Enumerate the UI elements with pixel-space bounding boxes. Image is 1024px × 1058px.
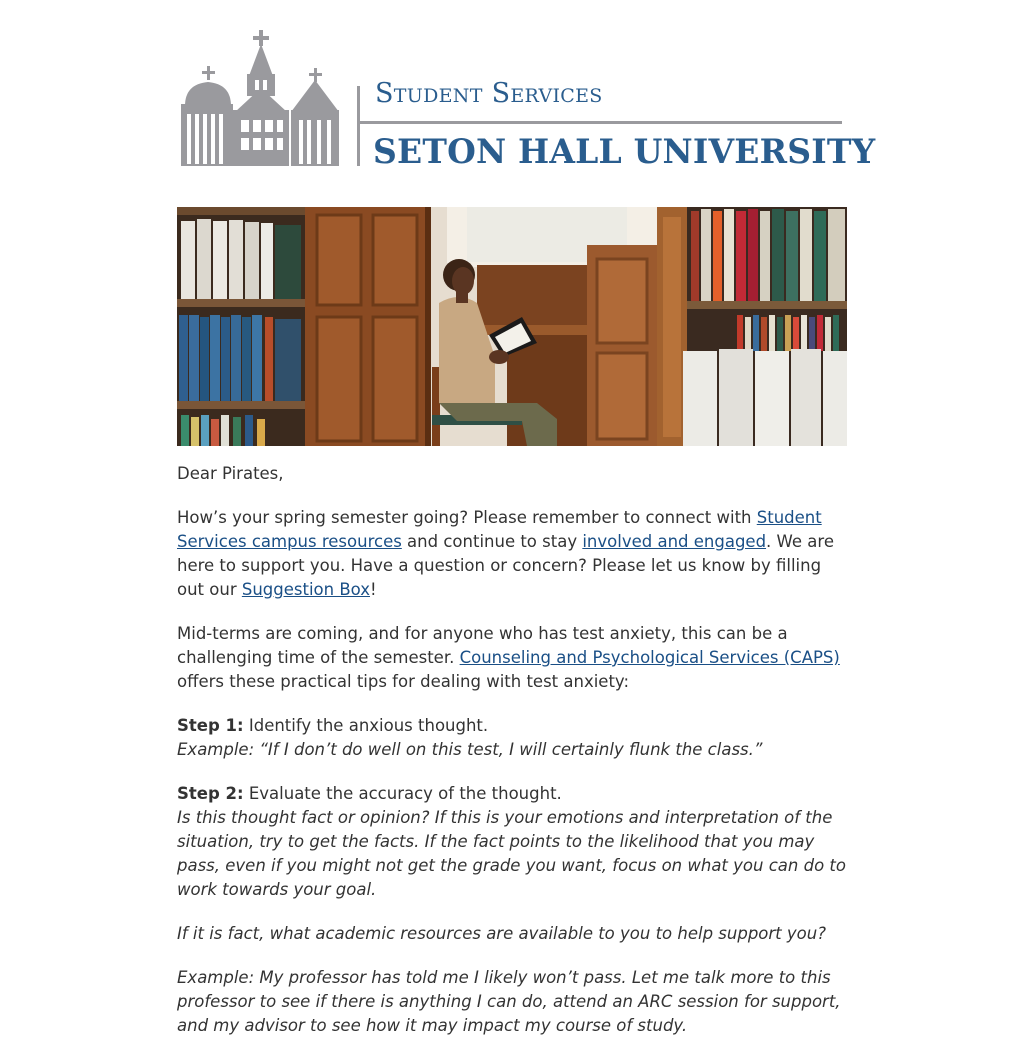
intro-text-4: ! [370,580,377,599]
student-services-resources-link[interactable]: Student Services campus resources [177,508,822,551]
involved-engaged-link[interactable]: involved and engaged [582,532,767,551]
intro-paragraph [177,506,847,602]
logo-divider-vertical [357,86,360,166]
step-2-label: Step 2: [177,784,244,803]
intro-text-3: . We are here to support you. Have a question or concern? Please let us know by filling out our [177,532,834,599]
intro-text-1: How’s your spring semester going? Please remember to connect with [177,508,757,527]
greeting: Dear Pirates, [177,464,284,483]
message-content [177,462,847,1058]
step-2 [177,782,847,902]
logo-student-services-text: Student Services [375,78,603,109]
step-2-text: Evaluate the accuracy of the thought. [243,784,562,803]
step-1-example: Example: “If I don’t do well on this test, I will certainly flunk the class.” [177,740,763,759]
midterms-paragraph [177,622,847,694]
library-scene-illustration [177,207,847,446]
hero-library-photo [177,207,847,446]
step-1 [177,714,847,762]
logo-university-name-text: SETON HALL UNIVERSITY [373,132,876,172]
intro-text-2: and continue to stay [401,532,583,551]
caps-link[interactable]: Counseling and Psychological Services (CAPS) [459,648,840,667]
step-1-label: Step 1: [177,716,244,735]
example-2: Example: My professor has told me I likely won’t pass. Let me talk more to this professor to see if there is anything I can do, attend an ARC session for support, and my advisor to see how it may impact my course of study. [177,968,841,1035]
step-2-detail: Is this thought fact or opinion? If this is your emotions and interpretation of the situation, try to get the facts. If the fact points to the likelihood that you may pass, even if you might not get the grade you want, focus on what you can do to work towards your goal. [177,808,846,899]
fact-question: If it is fact, what academic resources are available to you to help support you? [177,924,826,943]
suggestion-box-link[interactable]: Suggestion Box [241,580,371,599]
student-services-logo[interactable] [177,28,876,173]
midterms-text-1: Mid-terms are coming, and for anyone who has test anxiety, this can be a challenging time of the semester. [177,624,788,667]
logo-divider-horizontal [360,121,842,124]
midterms-text-2: offers these practical tips for dealing with test anxiety: [177,672,630,691]
step-1-text: Identify the anxious thought. [243,716,489,735]
university-building-icon [181,28,341,168]
